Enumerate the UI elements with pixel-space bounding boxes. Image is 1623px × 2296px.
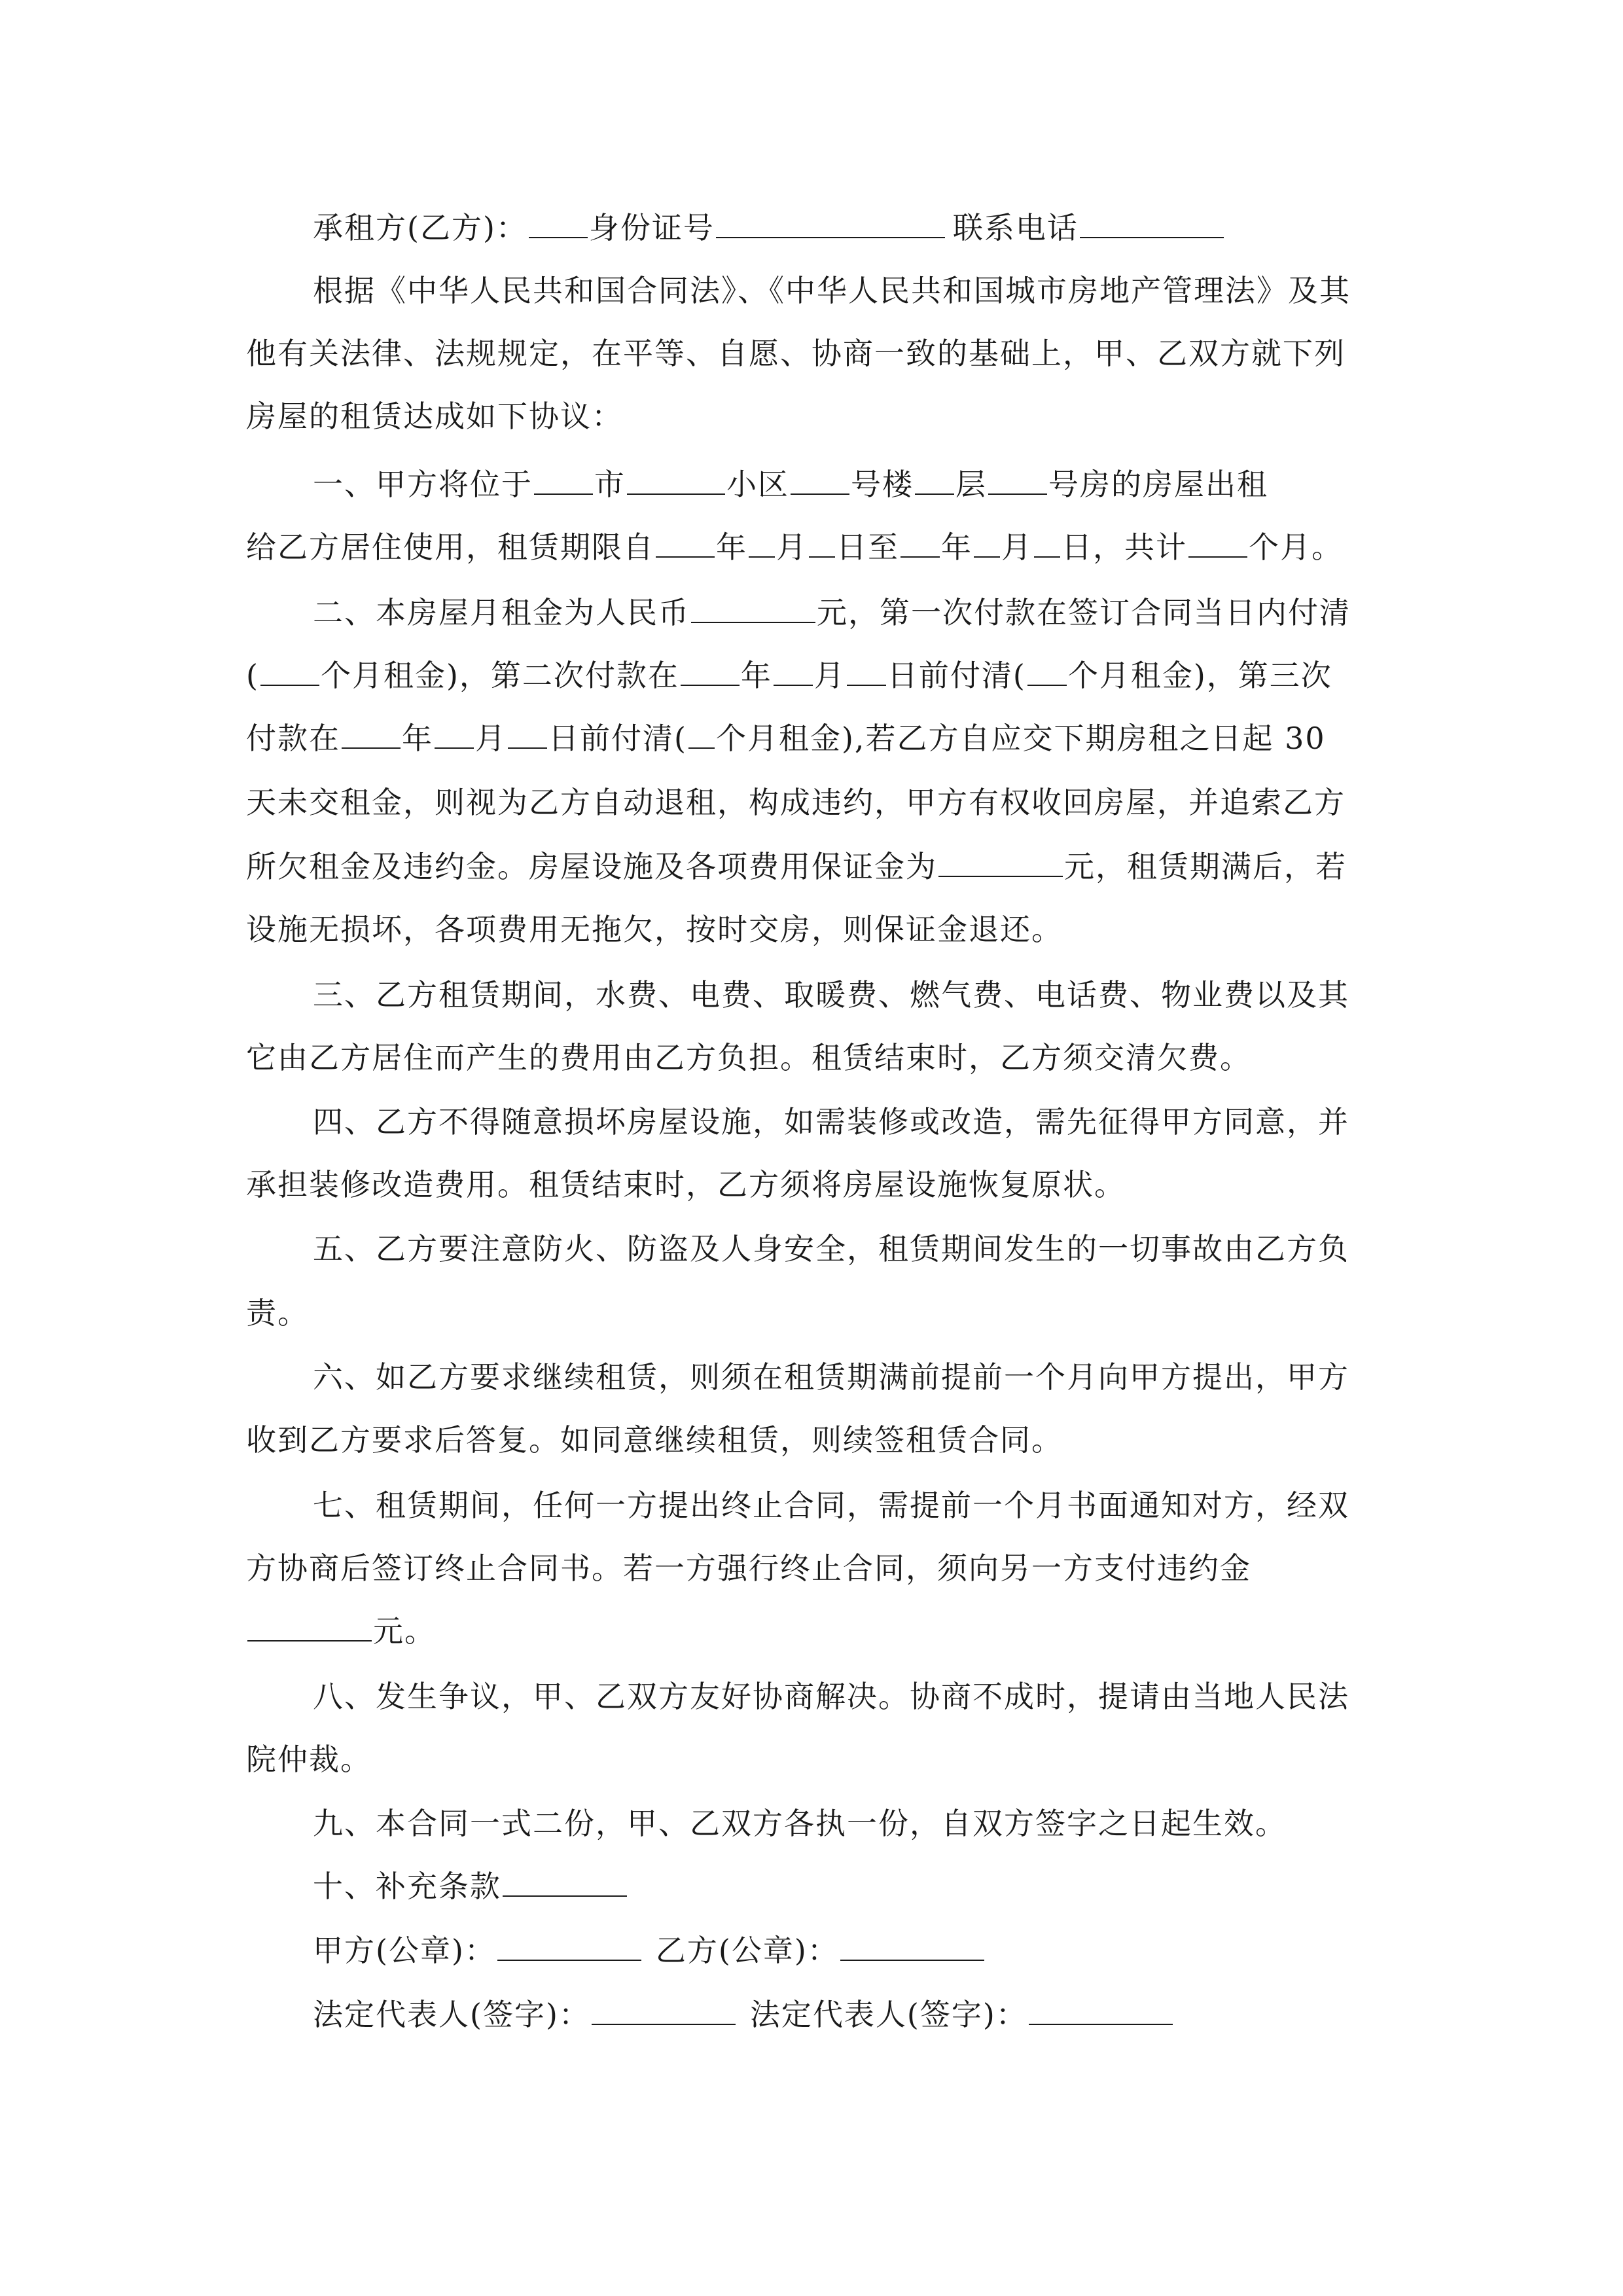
clause1-line-1 — [313, 465, 1268, 504]
clause1-months-label: 个月。 — [1249, 529, 1343, 565]
clause2-line-3 — [246, 719, 1326, 758]
clause1-end-month-label: 月 — [1001, 529, 1033, 565]
clause10-line — [313, 1867, 628, 1906]
clause1-building-label: 号楼 — [851, 467, 914, 502]
clause1-prefix: 一、甲方将位于 — [313, 467, 533, 502]
clause1-city-label: 市 — [594, 467, 626, 502]
clause7-line-3 — [246, 1611, 436, 1651]
clause2-line-5 — [246, 847, 1347, 886]
rep-a-signature-blank[interactable] — [592, 1995, 736, 2025]
clause1-start-day-blank[interactable] — [809, 528, 835, 558]
rep-b-signature-blank[interactable] — [1029, 1995, 1173, 2025]
clause2-line-4: 天未交租金，则视为乙方自动退租，构成违约，甲方有权收回房屋，并追索乙方 — [246, 785, 1346, 820]
clause1-start-year-blank[interactable] — [656, 528, 715, 558]
clause1-city-blank[interactable] — [534, 465, 593, 495]
clause5-line-1: 五、乙方要注意防火、防盗及人身安全，租赁期间发生的一切事故由乙方负 — [313, 1231, 1349, 1266]
clause1-end-year-label: 年 — [941, 529, 972, 565]
clause2-open-paren: ( — [246, 658, 259, 693]
lessee-phone-blank[interactable] — [1080, 208, 1224, 238]
clause9-line-1: 九、本合同一式二份，甲、乙双方各执一份，自双方签字之日起生效。 — [313, 1806, 1287, 1841]
clause6-line-2: 收到乙方要求后答复。如同意继续租赁，则续签租赁合同。 — [246, 1422, 1063, 1458]
clause1-end-year-blank[interactable] — [901, 528, 940, 558]
preamble-line-1: 根据《中华人民共和国合同法》、《中华人民共和国城市房地产管理法》及其 — [313, 273, 1351, 308]
clause1-end-month-blank[interactable] — [974, 528, 1000, 558]
rep-b-label: 法定代表人(签字)： — [749, 1997, 1027, 2032]
lessee-id-blank[interactable] — [716, 208, 945, 238]
preamble-line-3: 房屋的租赁达成如下协议： — [246, 399, 623, 434]
representative-line — [313, 1995, 1174, 2034]
clause10-supplement-blank[interactable] — [503, 1867, 627, 1897]
clause2-line-2 — [246, 656, 1332, 695]
clause8-line-1: 八、发生争议，甲、乙双方友好协商解决。协商不成时，提请由当地人民法 — [313, 1679, 1349, 1714]
clause2-month-label: 月 — [813, 658, 846, 693]
preamble-line-2: 他有关法律、法规规定，在平等、自愿、协商一致的基础上，甲、乙双方就下列 — [246, 336, 1346, 371]
clause2-third-payment-label: 个月租金)，第三次 — [1067, 658, 1332, 693]
clause1-room-blank[interactable] — [988, 465, 1047, 495]
clause3-line-2: 它由乙方居住而产生的费用由乙方负担。租赁结束时，乙方须交清欠费。 — [246, 1040, 1251, 1075]
clause2-third-month-blank[interactable] — [435, 719, 474, 749]
clause2-line-6: 设施无损坏，各项费用无拖欠，按时交房，则保证金退还。 — [246, 912, 1063, 947]
clause2-third-year-label: 年 — [402, 721, 433, 756]
clause2-late-label: 个月租金),若乙方自应交下期房租之日起 30 — [715, 721, 1326, 756]
clause7-line-2: 方协商后签订终止合同书。若一方强行终止合同，须向另一方支付违约金 — [246, 1551, 1251, 1586]
clause2-second-year-blank[interactable] — [681, 656, 740, 686]
clause1-end-day-blank[interactable] — [1034, 528, 1060, 558]
clause5-line-2: 责。 — [246, 1295, 309, 1331]
clause1-building-blank[interactable] — [791, 465, 849, 495]
party-a-seal-blank[interactable] — [497, 1931, 641, 1961]
rep-a-label: 法定代表人(签字)： — [313, 1997, 590, 2032]
clause1-floor-label: 层 — [955, 467, 987, 502]
clause2-third-before-label: 日前付清( — [548, 721, 687, 756]
clause2-second-month-blank[interactable] — [774, 656, 813, 686]
clause1-district-blank[interactable] — [627, 465, 725, 495]
party-a-seal-label: 甲方(公章)： — [313, 1933, 496, 1968]
clause2-third-day-blank[interactable] — [508, 719, 547, 749]
clause7-penalty-blank[interactable] — [247, 1611, 372, 1641]
clause2-third-month-label: 月 — [475, 721, 507, 756]
clause4-line-1: 四、乙方不得随意损坏房屋设施，如需装修或改造，需先征得甲方同意，并 — [313, 1104, 1349, 1139]
lessee-label: 承租方(乙方)： — [313, 210, 527, 245]
clause7-line-1: 七、租赁期间，任何一方提出终止合同，需提前一个月书面通知对方，经双 — [313, 1488, 1349, 1523]
clause10-label: 十、补充条款 — [313, 1869, 501, 1904]
lessee-line — [313, 208, 1225, 247]
clause2-deposit-suffix: 元，租赁期满后，若 — [1064, 849, 1347, 884]
clause3-line-1: 三、乙方租赁期间，水费、电费、取暖费、燃气费、电话费、物业费以及其 — [313, 977, 1349, 1013]
clause2-deposit-blank[interactable] — [938, 847, 1063, 877]
clause2-rent1-months-blank[interactable] — [260, 656, 319, 686]
clause2-third-year-blank[interactable] — [342, 719, 401, 749]
clause2-rent2-months-blank[interactable] — [1027, 656, 1067, 686]
clause2-second-day-blank[interactable] — [847, 656, 886, 686]
party-b-seal-blank[interactable] — [840, 1931, 984, 1961]
clause1-month-label: 月 — [776, 529, 808, 565]
clause2-line-1 — [313, 593, 1351, 632]
clause1-year-label: 年 — [716, 529, 747, 565]
seal-line — [313, 1931, 986, 1970]
clause1-start-month-blank[interactable] — [749, 528, 775, 558]
clause1-line-2 — [246, 528, 1343, 567]
clause2-before-label: 日前付清( — [887, 658, 1026, 693]
clause1-term-label: 给乙方居住使用，租赁期限自 — [246, 529, 654, 565]
clause2-year-label: 年 — [740, 658, 772, 693]
clause2-rent3-months-blank[interactable] — [688, 719, 715, 749]
clause1-day-to-label: 日至 — [836, 529, 899, 565]
clause2-second-payment-label: 个月租金)，第二次付款在 — [320, 658, 679, 693]
lessee-phone-label: 联系电话 — [952, 210, 1079, 245]
clause7-penalty-suffix: 元。 — [373, 1613, 436, 1649]
party-b-seal-label: 乙方(公章)： — [655, 1933, 839, 1968]
clause2-pay-label: 付款在 — [246, 721, 340, 756]
clause1-day-end-label: 日，共计 — [1061, 529, 1187, 565]
clause8-line-2: 院仲裁。 — [246, 1742, 372, 1777]
clause1-district-label: 小区 — [726, 467, 789, 502]
clause6-line-1: 六、如乙方要求继续租赁，则须在租赁期满前提前一个月向甲方提出，甲方 — [313, 1359, 1349, 1395]
clause1-room-label: 号房的房屋出租 — [1048, 467, 1268, 502]
clause2-rent-label: 二、本房屋月租金为人民币 — [313, 595, 690, 630]
lessee-id-label: 身份证号 — [588, 210, 715, 245]
clause1-months-blank[interactable] — [1188, 528, 1247, 558]
clause4-line-2: 承担装修改造费用。租赁结束时，乙方须将房屋设施恢复原状。 — [246, 1167, 1126, 1202]
clause2-first-payment-label: 元，第一次付款在签订合同当日内付清 — [817, 595, 1351, 630]
clause1-floor-blank[interactable] — [915, 465, 954, 495]
clause2-deposit-label: 所欠租金及违约金。房屋设施及各项费用保证金为 — [246, 849, 937, 884]
lessee-name-blank[interactable] — [529, 208, 588, 238]
clause2-rent-blank[interactable] — [691, 593, 815, 623]
